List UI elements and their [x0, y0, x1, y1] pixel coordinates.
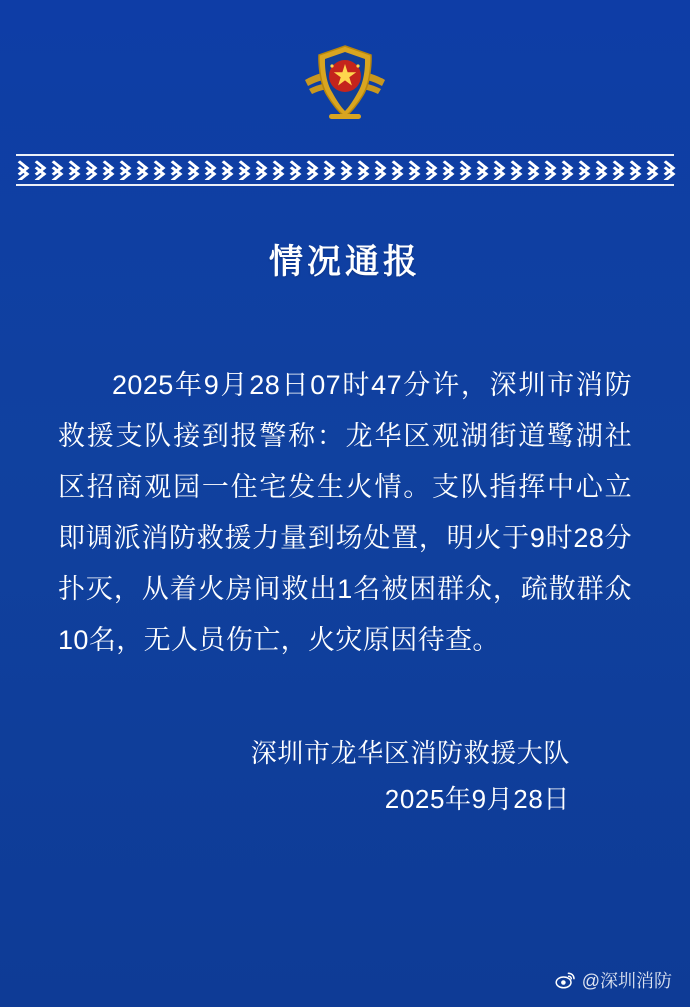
signature-block: [58, 730, 632, 822]
weibo-icon: [555, 970, 575, 990]
notice-body-text: 2025年9月28日07时47分许，深圳市消防救援支队接到报警称：龙华区观湖街道鹭湖社区招商观园一住宅发生火情。支队指挥中心立即调派消防救援力量到场处置，明火于9时28分扑灭，从着火房间救出1名被困群众，疏散群众10名，无人员伤亡，火灾原因待查。: [58, 370, 632, 655]
signature-date: 2025年9月28日: [384, 784, 570, 814]
chevron-row: [14, 160, 676, 180]
divider-rule-top: [16, 154, 674, 156]
emblem-container: [0, 0, 690, 148]
watermark-label: @深圳消防: [581, 971, 672, 991]
police-fire-emblem-icon: [297, 40, 393, 122]
divider-rule-bottom: [16, 184, 674, 186]
body-container: [0, 283, 690, 822]
chevron-row-divider-icon: [0, 148, 690, 192]
watermark: [555, 967, 672, 993]
signature-organization: 深圳市龙华区消防救援大队: [250, 738, 570, 768]
page-title: 情况通报: [269, 243, 421, 281]
